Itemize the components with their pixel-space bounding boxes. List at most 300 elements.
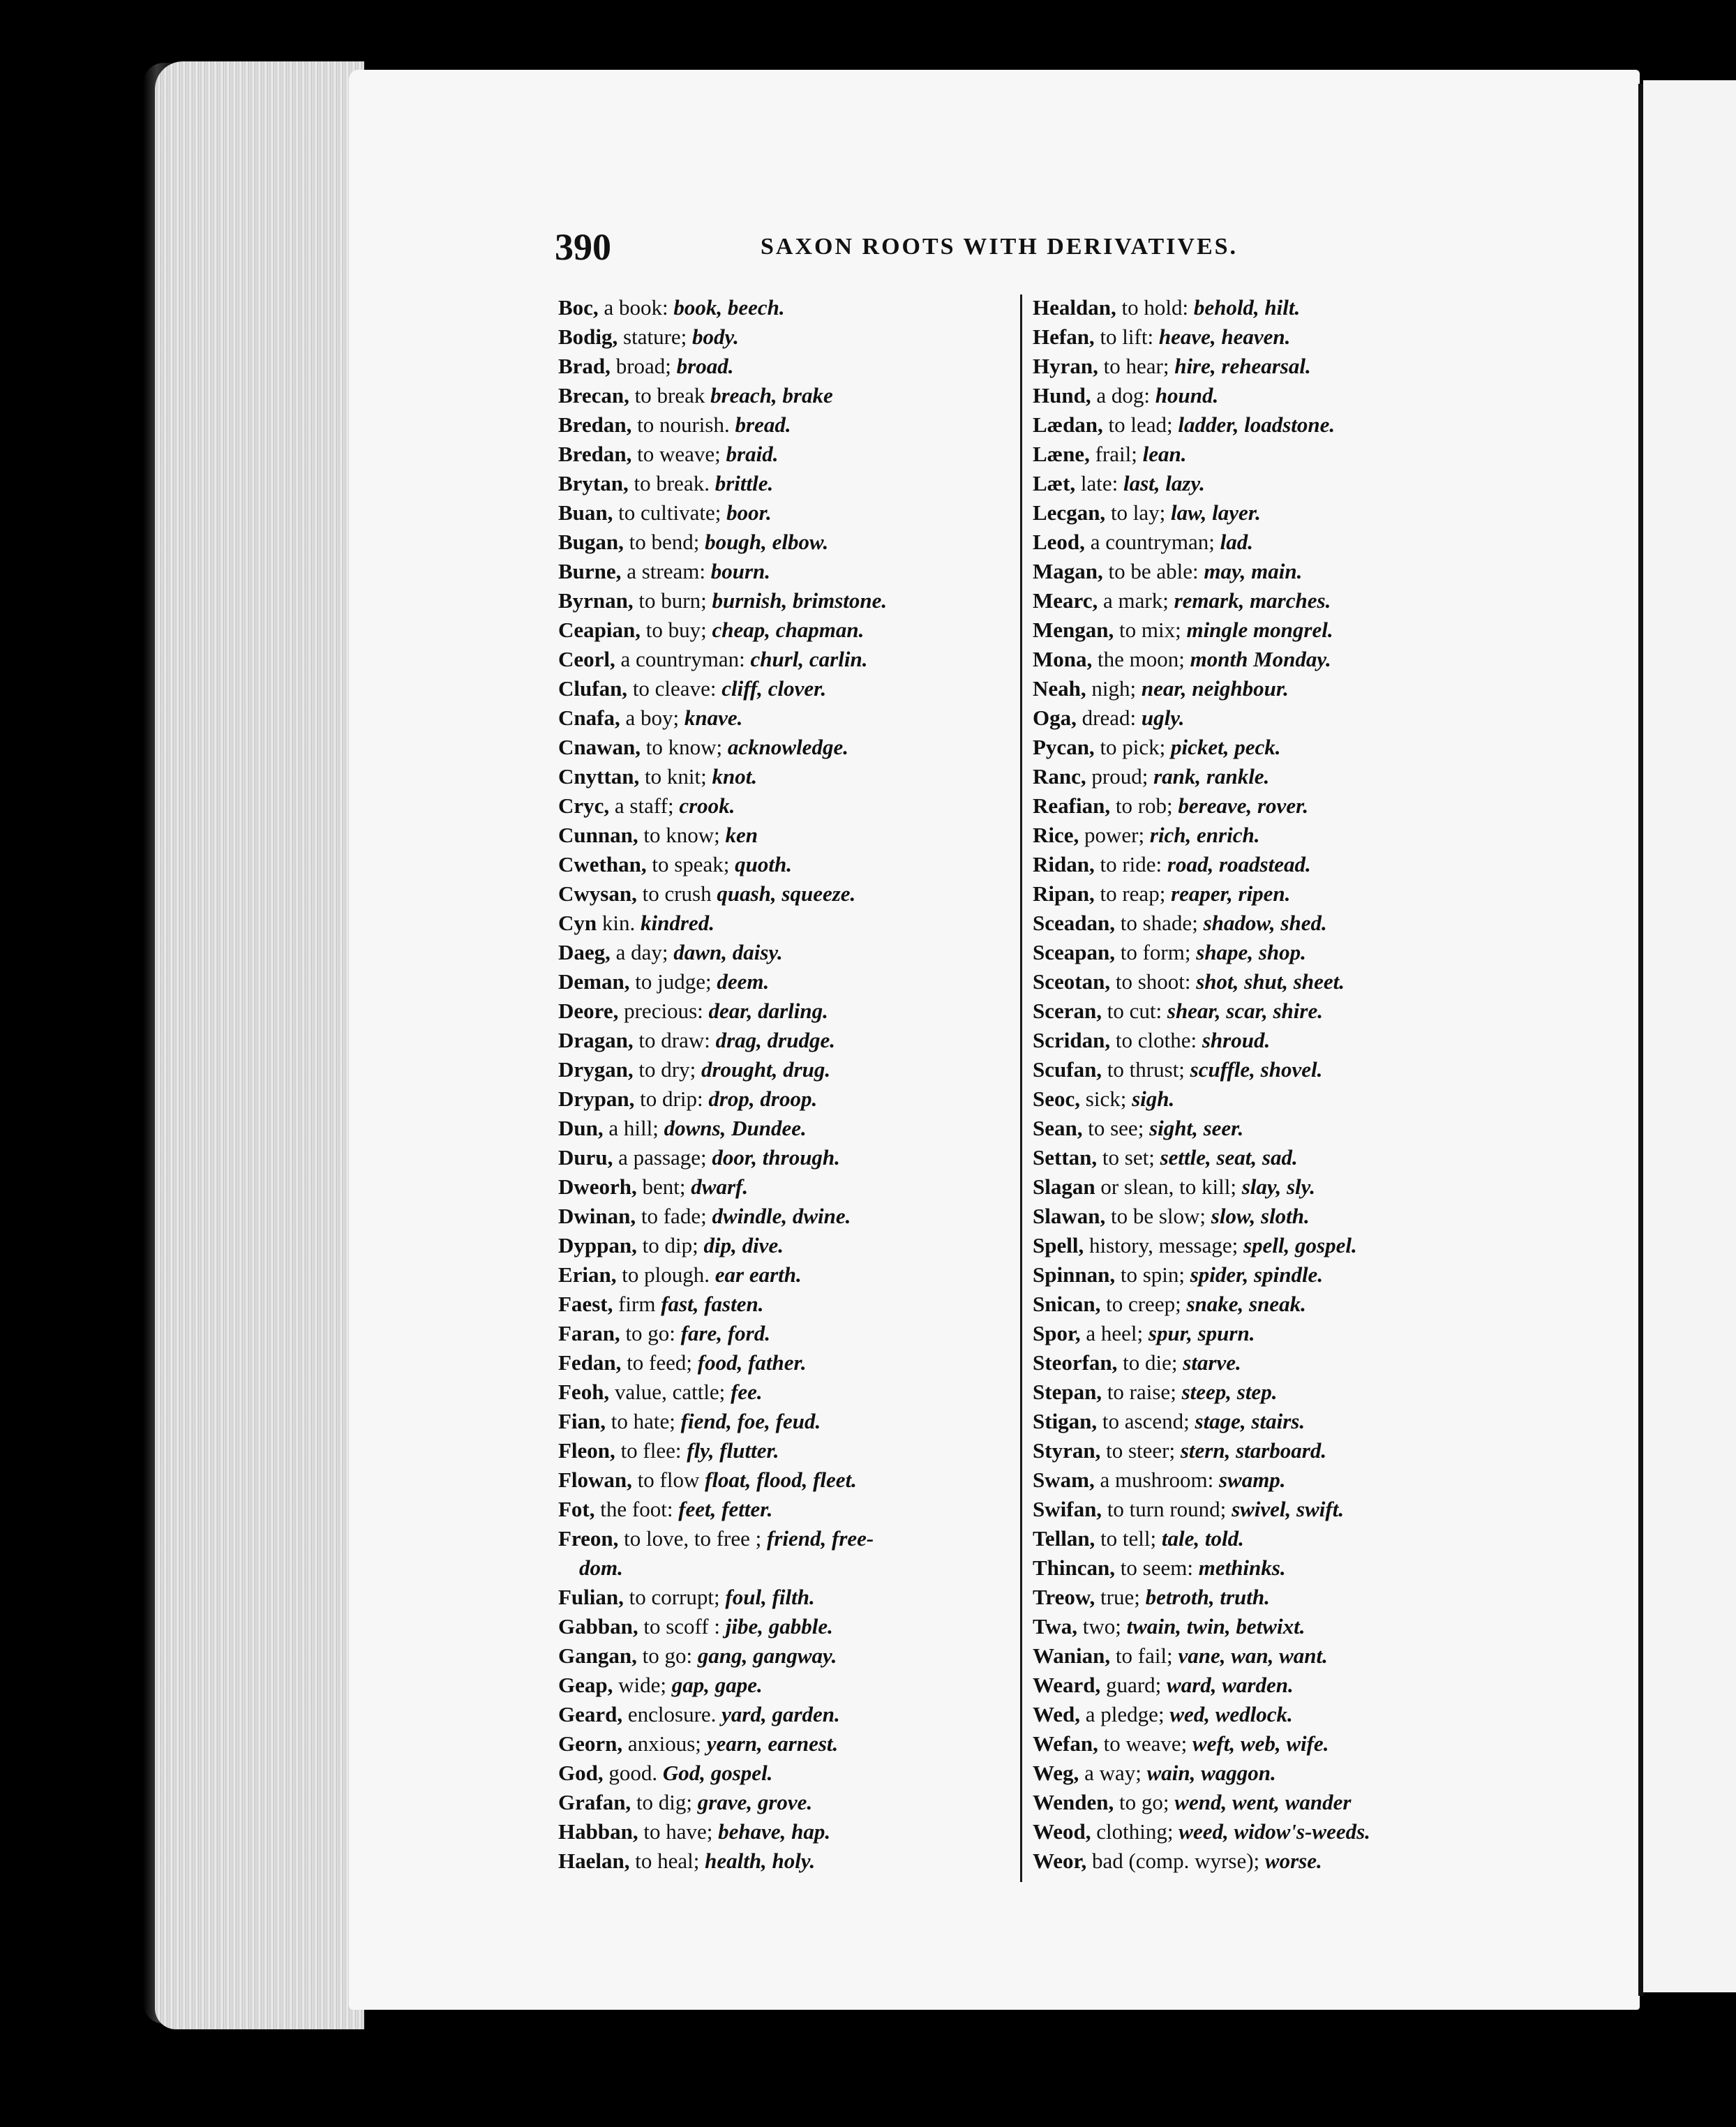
dictionary-entry [1033,1436,1507,1465]
entry-root: Lædan, [1033,412,1103,437]
entry-meaning: to have; [638,1819,719,1844]
entry-derivatives: fiend, foe, feud. [680,1409,821,1433]
entry-meaning: frail; [1089,442,1143,466]
entry-root: Cwysan, [558,881,637,906]
entry-derivatives: spur, spurn. [1148,1321,1255,1345]
entry-meaning: to mix; [1114,618,1187,642]
entry-derivatives: acknowledge. [727,735,848,759]
page-edges [155,61,364,2029]
dictionary-entry [558,733,1033,762]
entry-derivatives: bough, elbow. [705,530,829,554]
dictionary-entry [1033,322,1507,352]
entry-derivatives: quoth. [735,852,793,876]
entry-derivatives: weed, widow's-weeds. [1178,1819,1370,1844]
entry-meaning: to turn round; [1102,1497,1232,1521]
dictionary-entry [558,645,1033,674]
entry-derivatives: dwarf. [691,1174,749,1199]
dictionary-entry [1033,1788,1507,1817]
dictionary-entry [1033,381,1507,410]
entry-derivatives: cheap, chapman. [712,618,865,642]
entry-root: Fedan, [558,1350,622,1375]
entry-root: Deore, [558,999,619,1023]
entry-meaning: value, cattle; [609,1380,731,1404]
entry-derivatives: betroth, truth. [1145,1585,1270,1609]
entry-meaning: sick; [1080,1087,1132,1111]
entry-meaning: to lift: [1094,324,1159,349]
dictionary-entry [1033,967,1507,997]
entry-derivatives: float, flood, fleet. [705,1468,857,1492]
entry-meaning: broad; [610,354,677,378]
dictionary-entry [558,1700,1033,1729]
entry-derivatives: snake, sneak. [1186,1292,1306,1316]
entry-meaning: to lead; [1102,412,1178,437]
entry-root: Ceapian, [558,618,641,642]
entry-derivatives: wed, wedlock. [1169,1702,1293,1726]
dictionary-entry [1033,1348,1507,1378]
entry-derivatives: steep, step. [1181,1380,1278,1404]
entry-derivatives: shear, scar, shire. [1167,999,1323,1023]
entry-meaning: to be slow; [1105,1204,1211,1228]
entry-meaning: a dog: [1091,383,1155,408]
entry-root: Geard, [558,1702,623,1726]
entry-meaning: the moon; [1092,647,1190,671]
entry-derivatives: fast, fasten. [661,1292,764,1316]
entry-root: Wanian, [1033,1643,1111,1668]
entry-derivatives: burnish, brimstone. [712,588,888,613]
entry-derivatives: behave, hap. [718,1819,831,1844]
entry-meaning: anxious; [622,1731,707,1756]
entry-derivatives: knave. [684,706,743,730]
dictionary-entry [1033,1407,1507,1436]
entry-meaning: to raise; [1102,1380,1182,1404]
dictionary-entry [1033,410,1507,440]
entry-meaning: to thrust; [1102,1057,1190,1082]
entry-meaning: firm [613,1292,661,1316]
entry-root: Deman, [558,969,630,994]
dictionary-entry [558,791,1033,821]
dictionary-entry [1033,1729,1507,1759]
dictionary-entry [558,1055,1033,1084]
entry-meaning: a pledge; [1080,1702,1170,1726]
entry-derivatives: worse. [1264,1849,1322,1873]
entry-root: Styran, [1033,1438,1101,1463]
entry-root: Slagan [1033,1174,1095,1199]
entry-root: Healdan, [1033,295,1116,320]
entry-meaning: to flee: [615,1438,687,1463]
dictionary-entry [558,1846,1033,1876]
entry-root: Mona, [1033,647,1093,671]
dictionary-entry [1033,1084,1507,1114]
entry-meaning: to cultivate; [613,500,727,525]
dictionary-entry [1033,1319,1507,1348]
entry-derivatives: shot, shut, sheet. [1196,969,1345,994]
entry-meaning: to set; [1097,1145,1160,1170]
entry-root: Cnafa, [558,706,620,730]
entry-root: Wefan, [1033,1731,1098,1756]
entry-root: Cunnan, [558,823,638,847]
entry-root: Sean, [1033,1116,1083,1140]
entry-meaning: to shoot: [1110,969,1197,994]
entry-root: Leod, [1033,530,1085,554]
entry-root: Georn, [558,1731,623,1756]
entry-derivatives: grave, grove. [697,1790,813,1814]
entry-meaning: late: [1075,471,1123,495]
dictionary-entry [558,1202,1033,1231]
dictionary-entry [558,1231,1033,1260]
entry-derivatives: bereave, rover. [1178,793,1309,818]
entry-root: Boc, [558,295,599,320]
entry-derivatives: deem. [717,969,770,994]
entry-derivatives: drought, drug. [701,1057,831,1082]
entry-meaning: to clothe: [1110,1028,1202,1052]
dictionary-entry [1033,1260,1507,1290]
page-number: 390 [555,226,611,268]
entry-derivatives: jibe, gabble. [725,1614,833,1639]
entry-meaning: two; [1077,1614,1127,1639]
entry-root: Tellan, [1033,1526,1095,1551]
dictionary-entry [1033,1583,1507,1612]
entry-meaning: to buy; [641,618,712,642]
entry-derivatives: fare, ford. [680,1321,770,1345]
entry-derivatives: behold, hilt. [1193,295,1301,320]
entry-root: Dweorh, [558,1174,637,1199]
entry-root: Wenden, [1033,1790,1114,1814]
entry-derivatives: body. [692,324,739,349]
entry-meaning: a day; [610,940,674,964]
entry-derivatives: law, layer. [1171,500,1261,525]
dictionary-entry [558,1114,1033,1143]
entry-root: Bredan, [558,442,632,466]
entry-root: Reafian, [1033,793,1111,818]
entry-meaning: to see; [1082,1116,1150,1140]
entry-root: Weard, [1033,1673,1101,1697]
entry-meaning: stature; [618,324,693,349]
entry-derivatives: mingle mongrel. [1186,618,1333,642]
entry-meaning: to burn; [633,588,712,613]
dictionary-entry [558,1817,1033,1846]
entry-meaning: good. [603,1761,663,1785]
dictionary-entry [558,762,1033,791]
entry-root: Swifan, [1033,1497,1102,1521]
entry-derivatives: last, lazy. [1123,471,1205,495]
entry-root: Neah, [1033,676,1086,701]
dictionary-entry [1033,1202,1507,1231]
entry-root: Dun, [558,1116,604,1140]
entry-root: Burne, [558,559,622,583]
entry-meaning: to die; [1117,1350,1183,1375]
entry-derivatives: fee. [731,1380,763,1404]
entry-derivatives: fly, flutter. [687,1438,779,1463]
dictionary-entry [1033,557,1507,586]
entry-root: Bodig, [558,324,618,349]
entry-derivatives: spider, spindle. [1190,1262,1324,1287]
entry-meaning: to break [629,383,711,408]
entry-meaning: to ascend; [1097,1409,1195,1433]
dictionary-entry [1033,528,1507,557]
entry-meaning: a boy; [620,706,684,730]
entry-root: Læne, [1033,442,1090,466]
entry-root: Byrnan, [558,588,634,613]
entry-derivatives: brittle. [714,471,774,495]
entry-meaning: to feed; [621,1350,698,1375]
entry-meaning: to corrupt; [623,1585,726,1609]
dictionary-entry [1033,1114,1507,1143]
entry-meaning: power; [1079,823,1150,847]
dictionary-entry [558,1378,1033,1407]
entry-root: Dragan, [558,1028,634,1052]
entry-derivatives: churl, carlin. [750,647,868,671]
entry-derivatives: friend, free- [767,1526,874,1551]
entry-derivatives: hire, rehearsal. [1174,354,1311,378]
entry-root: Faest, [558,1292,613,1316]
entry-derivatives: quash, squeeze. [717,881,856,906]
entry-meaning: to lay; [1105,500,1172,525]
entry-root: Grafan, [558,1790,631,1814]
entry-root: Pycan, [1033,735,1095,759]
dictionary-entry [1033,1612,1507,1641]
entry-derivatives: yard, garden. [721,1702,840,1726]
entry-root: Lecgan, [1033,500,1106,525]
entry-derivatives: drag, drudge. [715,1028,835,1052]
entry-root: Swam, [1033,1468,1095,1492]
entry-meaning: to crush [636,881,717,906]
entry-meaning: to weave; [1098,1731,1193,1756]
page-header [555,225,1357,267]
entry-meaning: to break. [628,471,715,495]
entry-root: Thincan, [1033,1555,1116,1580]
dictionary-entry [1033,645,1507,674]
entry-derivatives: dawn, daisy. [673,940,783,964]
entry-root: Cnyttan, [558,764,640,789]
entry-derivatives: stage, stairs. [1195,1409,1305,1433]
entry-meaning: to scoff : [638,1614,726,1639]
dictionary-entry [558,909,1033,938]
entry-derivatives: dear, darling. [708,999,828,1023]
dictionary-entry [1033,1290,1507,1319]
entry-derivatives: book, beech. [673,295,785,320]
entry-root: Fian, [558,1409,606,1433]
dictionary-entry [558,410,1033,440]
entry-derivatives: lean. [1142,442,1187,466]
entry-root: Haelan, [558,1849,630,1873]
entry-derivatives: stern, starboard. [1180,1438,1327,1463]
entry-root: Ripan, [1033,881,1095,906]
dictionary-entry [558,1583,1033,1612]
entry-root: Weor, [1033,1849,1087,1873]
entry-meaning: to pick; [1094,735,1172,759]
dictionary-entry [558,1495,1033,1524]
dictionary-entry [558,879,1033,909]
entry-meaning: to nourish. [631,412,735,437]
entry-meaning: clothing; [1091,1819,1179,1844]
entry-meaning: a way; [1079,1761,1147,1785]
entry-meaning: a staff; [609,793,680,818]
entry-meaning: precious: [618,999,709,1023]
entry-derivatives: twain, twin, betwixt. [1126,1614,1305,1639]
entry-derivatives: swamp. [1218,1468,1286,1492]
entry-meaning: guard; [1100,1673,1167,1697]
entry-root: Hefan, [1033,324,1095,349]
entry-root: Brad, [558,354,611,378]
entry-root: Rice, [1033,823,1079,847]
entry-derivatives: wend, went, wander [1174,1790,1352,1814]
entry-derivatives: dip, dive. [703,1233,784,1257]
entry-derivatives: hound. [1155,383,1219,408]
entry-root: Scufan, [1033,1057,1102,1082]
entry-derivatives: swivel, swift. [1232,1497,1345,1521]
entry-derivatives: yearn, earnest. [706,1731,839,1756]
entry-root: Hund, [1033,383,1091,408]
entry-meaning: to reap; [1094,881,1172,906]
entry-root: Mengan, [1033,618,1114,642]
dictionary-entry [558,293,1033,322]
dictionary-entry [558,1143,1033,1172]
entry-derivatives: near, neighbour. [1141,676,1289,701]
dictionary-entry [558,469,1033,498]
dictionary-entry [558,1319,1033,1348]
entry-derivatives: tale, told. [1161,1526,1244,1551]
dictionary-entry [1033,1759,1507,1788]
dictionary-entry [1033,938,1507,967]
entry-derivatives: slay, sly. [1241,1174,1316,1199]
entry-derivatives: lad. [1220,530,1254,554]
dictionary-entry [558,557,1033,586]
entry-meaning: to hear; [1098,354,1175,378]
dictionary-entry [558,1759,1033,1788]
entry-meaning: to know; [641,735,728,759]
dictionary-entry [558,1641,1033,1671]
entry-root: Clufan, [558,676,628,701]
entry-derivatives: ear earth. [714,1262,802,1287]
entry-derivatives: knot. [712,764,758,789]
dictionary-entry [558,440,1033,469]
dictionary-entry [1033,733,1507,762]
entry-derivatives: sigh. [1132,1087,1175,1111]
entry-derivatives: month Monday. [1190,647,1331,671]
dictionary-entry [558,1729,1033,1759]
dictionary-entry [558,1436,1033,1465]
entry-derivatives: downs, Dundee. [664,1116,807,1140]
entry-root: Duru, [558,1145,613,1170]
entry-derivatives: God, gospel. [662,1761,773,1785]
entry-root: Mearc, [1033,588,1098,613]
column-divider [1020,294,1022,1882]
dictionary-entry [1033,674,1507,703]
entry-meaning: to hold: [1116,295,1194,320]
entry-root: Weg, [1033,1761,1079,1785]
entry-root: Stepan, [1033,1380,1102,1404]
entry-derivatives: feet, fetter. [678,1497,773,1521]
entry-root: Daeg, [558,940,611,964]
dictionary-entry [1033,1495,1507,1524]
entry-root: Gabban, [558,1614,638,1639]
entry-root: Feoh, [558,1380,610,1404]
entry-root: Fulian, [558,1585,624,1609]
entry-root: Spell, [1033,1233,1084,1257]
entry-meaning: to creep; [1100,1292,1187,1316]
entry-meaning: to dry; [633,1057,701,1082]
entry-meaning: to fail; [1110,1643,1178,1668]
entry-root: Scridan, [1033,1028,1111,1052]
entry-meaning: bad (comp. wyrse); [1086,1849,1265,1873]
dictionary-entry [1033,1553,1507,1583]
entry-root: Sceadan, [1033,911,1115,935]
entry-meaning: the foot: [594,1497,679,1521]
dictionary-entry [558,352,1033,381]
entry-meaning: to cleave: [627,676,722,701]
entry-meaning: to hate; [606,1409,681,1433]
entry-root: Bredan, [558,412,632,437]
entry-derivatives: bread. [735,412,791,437]
entry-derivatives: dwindle, dwine. [712,1204,851,1228]
entry-root: Drypan, [558,1087,635,1111]
entry-meaning: to rob; [1110,793,1178,818]
dictionary-entry [558,1524,1033,1583]
entry-root: Habban, [558,1819,638,1844]
entry-derivatives: sight, seer. [1149,1116,1244,1140]
entry-derivatives: cliff, clover. [721,676,827,701]
entry-root: Læt, [1033,471,1076,495]
dictionary-entry [1033,850,1507,879]
entry-meaning: to form; [1115,940,1197,964]
dictionary-entry [558,1407,1033,1436]
entry-derivatives: methinks. [1198,1555,1286,1580]
entry-derivatives: spell, gospel. [1243,1233,1357,1257]
dictionary-entry [1033,1671,1507,1700]
entry-derivatives: health, holy. [705,1849,816,1873]
entry-meaning: to weave; [631,442,726,466]
entry-derivatives: picket, peck. [1171,735,1281,759]
entry-meaning: or slean, to kill; [1095,1174,1242,1199]
entry-derivatives: braid. [726,442,779,466]
dictionary-entry [558,938,1033,967]
entry-meaning: proud; [1086,764,1154,789]
dictionary-entry [1033,821,1507,850]
entry-meaning: a countryman; [1084,530,1220,554]
entry-root: Sceotan, [1033,969,1111,994]
dictionary-entry [558,615,1033,645]
entry-meaning: dread: [1076,706,1142,730]
dictionary-entry [558,381,1033,410]
entry-meaning: to judge; [629,969,717,994]
entry-meaning: bent; [636,1174,691,1199]
entry-derivatives: rich, enrich. [1149,823,1260,847]
entry-meaning: to plough. [616,1262,715,1287]
dictionary-entry [558,1026,1033,1055]
entry-root: God, [558,1761,604,1785]
entry-meaning: nigh; [1086,676,1142,701]
entry-root: Faran, [558,1321,620,1345]
entry-root: Hyran, [1033,354,1098,378]
entry-derivatives: remark, marches. [1174,588,1331,613]
entry-root: Cryc, [558,793,610,818]
entry-root: Twa, [1033,1614,1078,1639]
dictionary-entry [1033,1026,1507,1055]
dictionary-entry [558,703,1033,733]
dictionary-entry [558,498,1033,528]
entry-root: Seoc, [1033,1087,1081,1111]
entry-root: Cnawan, [558,735,641,759]
dictionary-entry [558,1612,1033,1641]
entry-root: Ceorl, [558,647,615,671]
dictionary-entry [558,528,1033,557]
dictionary-entry [1033,615,1507,645]
dictionary-entry [558,322,1033,352]
dictionary-entry [1033,791,1507,821]
entry-root: Fot, [558,1497,595,1521]
dictionary-entry [1033,1055,1507,1084]
entry-meaning: a book: [598,295,674,320]
